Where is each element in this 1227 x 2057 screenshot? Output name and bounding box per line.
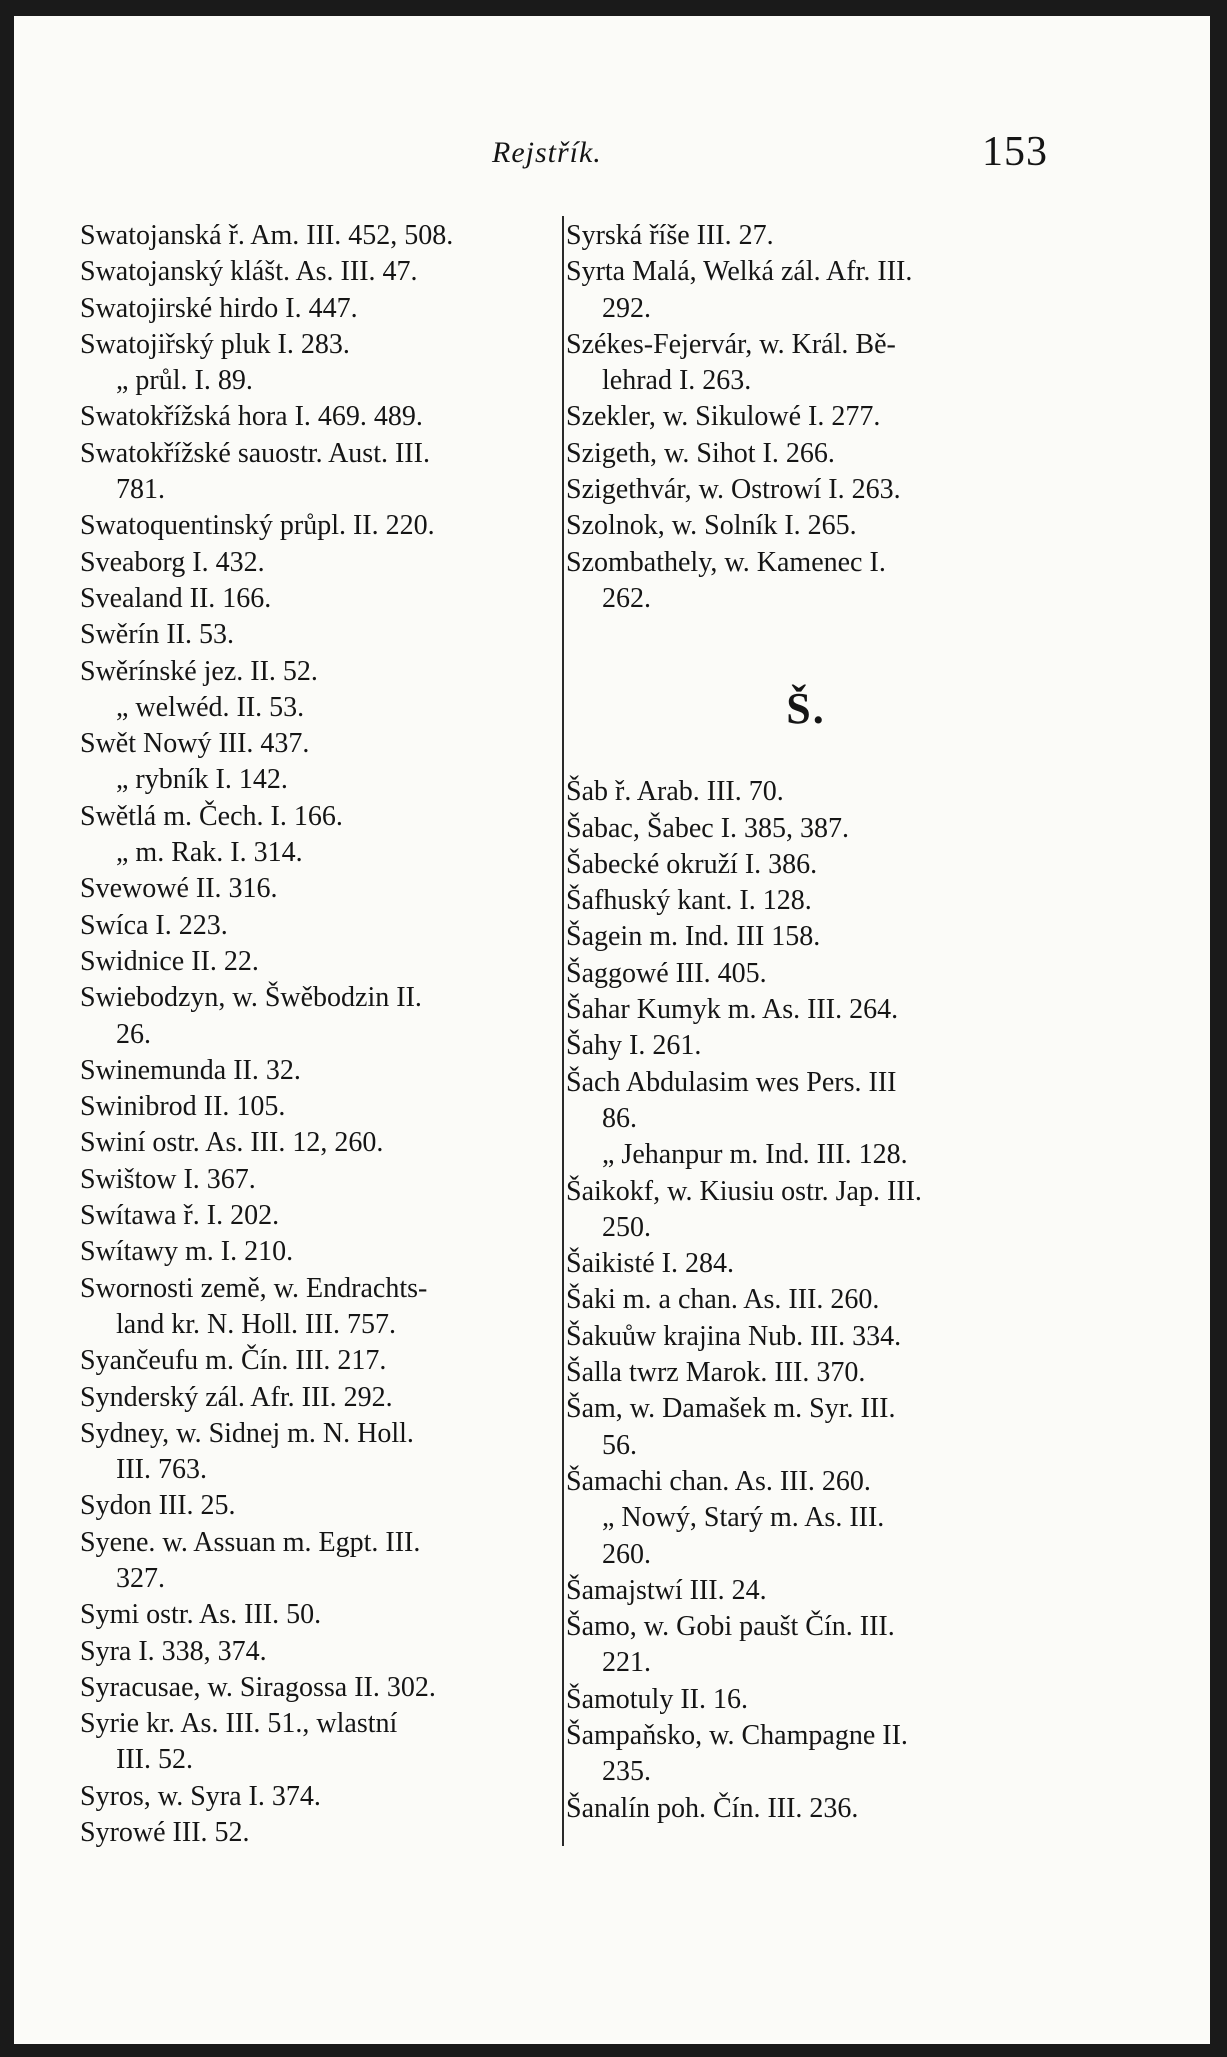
index-entry: Šaikokf, w. Kiusiu ostr. Jap. III.	[566, 1175, 922, 1207]
index-entry: Swěrín II. 53.	[80, 619, 234, 651]
index-entry: Syrowé III. 52.	[80, 1817, 250, 1849]
index-entry: Szigethvár, w. Ostrowí I. 263.	[566, 474, 901, 506]
index-entry: Šabecké okruží I. 386.	[566, 848, 818, 880]
index-entry: Šab ř. Arab. III. 70.	[566, 776, 784, 808]
index-entry: Swornosti země, w. Endrachts-	[80, 1272, 428, 1304]
index-entry: Szombathely, w. Kamenec I.	[566, 546, 886, 578]
index-entry: Swatokřížská hora I. 469. 489.	[80, 401, 423, 433]
index-entry: 262.	[602, 582, 651, 614]
index-entry: Šahar Kumyk m. As. III. 264.	[566, 994, 899, 1026]
index-entry: Swětlá m. Čech. I. 166.	[80, 800, 343, 832]
index-entry: III. 763.	[116, 1454, 207, 1486]
index-entry: Šakuůw krajina Nub. III. 334.	[566, 1320, 902, 1352]
index-entry: Swěrínské jez. II. 52.	[80, 655, 318, 687]
index-entry: land kr. N. Holl. III. 757.	[116, 1308, 396, 1340]
index-entry: Swidnice II. 22.	[80, 945, 259, 977]
index-entry: Svealand II. 166.	[80, 582, 272, 614]
index-entry: 26.	[116, 1018, 151, 1050]
index-entry: Sydney, w. Sidnej m. N. Holl.	[80, 1417, 414, 1449]
index-entry: Šahy I. 261.	[566, 1030, 702, 1062]
index-entry: 86.	[602, 1102, 637, 1134]
index-entry: Šamachi chan. As. III. 260.	[566, 1465, 871, 1497]
index-entry: 250.	[602, 1211, 651, 1243]
section-letter: Š.	[786, 684, 826, 734]
index-entry: Szolnok, w. Solník I. 265.	[566, 510, 857, 542]
index-entry: Swatoquentinský průpl. II. 220.	[80, 510, 435, 542]
index-entry: Šaikisté I. 284.	[566, 1248, 734, 1280]
index-entry: 292.	[602, 292, 651, 324]
index-entry: Swatojiřský pluk I. 283.	[80, 328, 350, 360]
index-entry: „ m. Rak. I. 314.	[116, 837, 303, 869]
index-entry: Szekler, w. Sikulowé I. 277.	[566, 401, 881, 433]
right-column-bottom	[566, 774, 1046, 1827]
index-entry: 260.	[602, 1538, 651, 1570]
index-entry: „ welwéd. II. 53.	[116, 691, 305, 723]
index-entry: Šanalín poh. Čín. III. 236.	[566, 1792, 859, 1824]
index-entry: Swatojirské hirdo I. 447.	[80, 292, 358, 324]
index-entry: Syrta Malá, Welká zál. Afr. III.	[566, 256, 913, 288]
index-entry: 781.	[116, 474, 165, 506]
index-entry: 221.	[602, 1647, 651, 1679]
index-entry: Šamo, w. Gobi paušt Čín. III.	[566, 1611, 895, 1643]
index-entry: Swinemunda II. 32.	[80, 1054, 301, 1086]
index-entry: Šamajstwí III. 24.	[566, 1574, 767, 1606]
running-title: Rejstřík.	[492, 136, 602, 169]
index-entry: Šagein m. Ind. III 158.	[566, 921, 821, 953]
index-entry: Šampaňsko, w. Champagne II.	[566, 1719, 908, 1751]
index-entry: „ průl. I. 89.	[116, 365, 253, 397]
index-entry: Šaggowé III. 405.	[566, 957, 767, 989]
index-entry: Šabac, Šabec I. 385, 387.	[566, 812, 850, 844]
index-entry: Syracusae, w. Siragossa II. 302.	[80, 1671, 436, 1703]
index-entry: „ Jehanpur m. Ind. III. 128.	[602, 1139, 908, 1171]
index-entry: „ rybník I. 142.	[116, 764, 288, 796]
page-number: 153	[982, 129, 1048, 175]
left-column	[80, 218, 570, 1851]
index-entry: III. 52.	[116, 1744, 193, 1776]
index-entry: 56.	[602, 1429, 637, 1461]
index-entry: Swět Nowý III. 437.	[80, 728, 310, 760]
index-entry: Swištow I. 367.	[80, 1163, 256, 1195]
book-page	[14, 16, 1210, 2044]
index-entry: Synderský zál. Afr. III. 292.	[80, 1381, 393, 1413]
index-entry: Székes-Fejervár, w. Král. Bě-	[566, 328, 896, 360]
index-entry: Syrie kr. As. III. 51., wlastní	[80, 1708, 398, 1740]
right-column	[566, 218, 1046, 1827]
index-entry: Syene. w. Assuan m. Egpt. III.	[80, 1526, 421, 1558]
page-header	[14, 124, 1210, 184]
index-entry: lehrad I. 263.	[602, 365, 752, 397]
index-entry: Šamotuly II. 16.	[566, 1683, 748, 1715]
index-entry: Swiebodzyn, w. Šwěbodzin II.	[80, 982, 422, 1014]
index-entry: Sveaborg I. 432.	[80, 546, 265, 578]
index-entry: Syančeufu m. Čín. III. 217.	[80, 1345, 387, 1377]
index-entry: 235.	[602, 1756, 651, 1788]
index-entry: „ Nowý, Starý m. As. III.	[602, 1502, 885, 1534]
index-entry: Swatojanský klášt. As. III. 47.	[80, 256, 418, 288]
index-entry: Szigeth, w. Sihot I. 266.	[566, 437, 835, 469]
index-entry: Symi ostr. As. III. 50.	[80, 1599, 322, 1631]
index-entry: Šaki m. a chan. As. III. 260.	[566, 1284, 880, 1316]
index-entry: Swinibrod II. 105.	[80, 1091, 286, 1123]
index-entry: Sydon III. 25.	[80, 1490, 236, 1522]
index-entry: 327.	[116, 1562, 165, 1594]
index-entry: Swiní ostr. As. III. 12, 260.	[80, 1127, 384, 1159]
index-entry: Šalla twrz Marok. III. 370.	[566, 1357, 866, 1389]
index-entry: Swatojanská ř. Am. III. 452, 508.	[80, 220, 454, 251]
index-entry: Swítawy m. I. 210.	[80, 1236, 294, 1268]
index-entry: Šam, w. Damašek m. Syr. III.	[566, 1393, 896, 1425]
index-entry: Syrská říše III. 27.	[566, 220, 774, 251]
index-entry: Swíca I. 223.	[80, 909, 228, 941]
index-entry: Svewowé II. 316.	[80, 873, 278, 905]
index-entry: Swatokřížské sauostr. Aust. III.	[80, 437, 430, 469]
index-entry: Syra I. 338, 374.	[80, 1635, 267, 1667]
index-entry: Šafhuský kant. I. 128.	[566, 885, 812, 917]
right-column-top	[566, 218, 1046, 617]
index-entry: Šach Abdulasim wes Pers. III	[566, 1066, 897, 1098]
index-entry: Syros, w. Syra I. 374.	[80, 1780, 321, 1812]
index-entry: Swítawa ř. I. 202.	[80, 1200, 280, 1232]
